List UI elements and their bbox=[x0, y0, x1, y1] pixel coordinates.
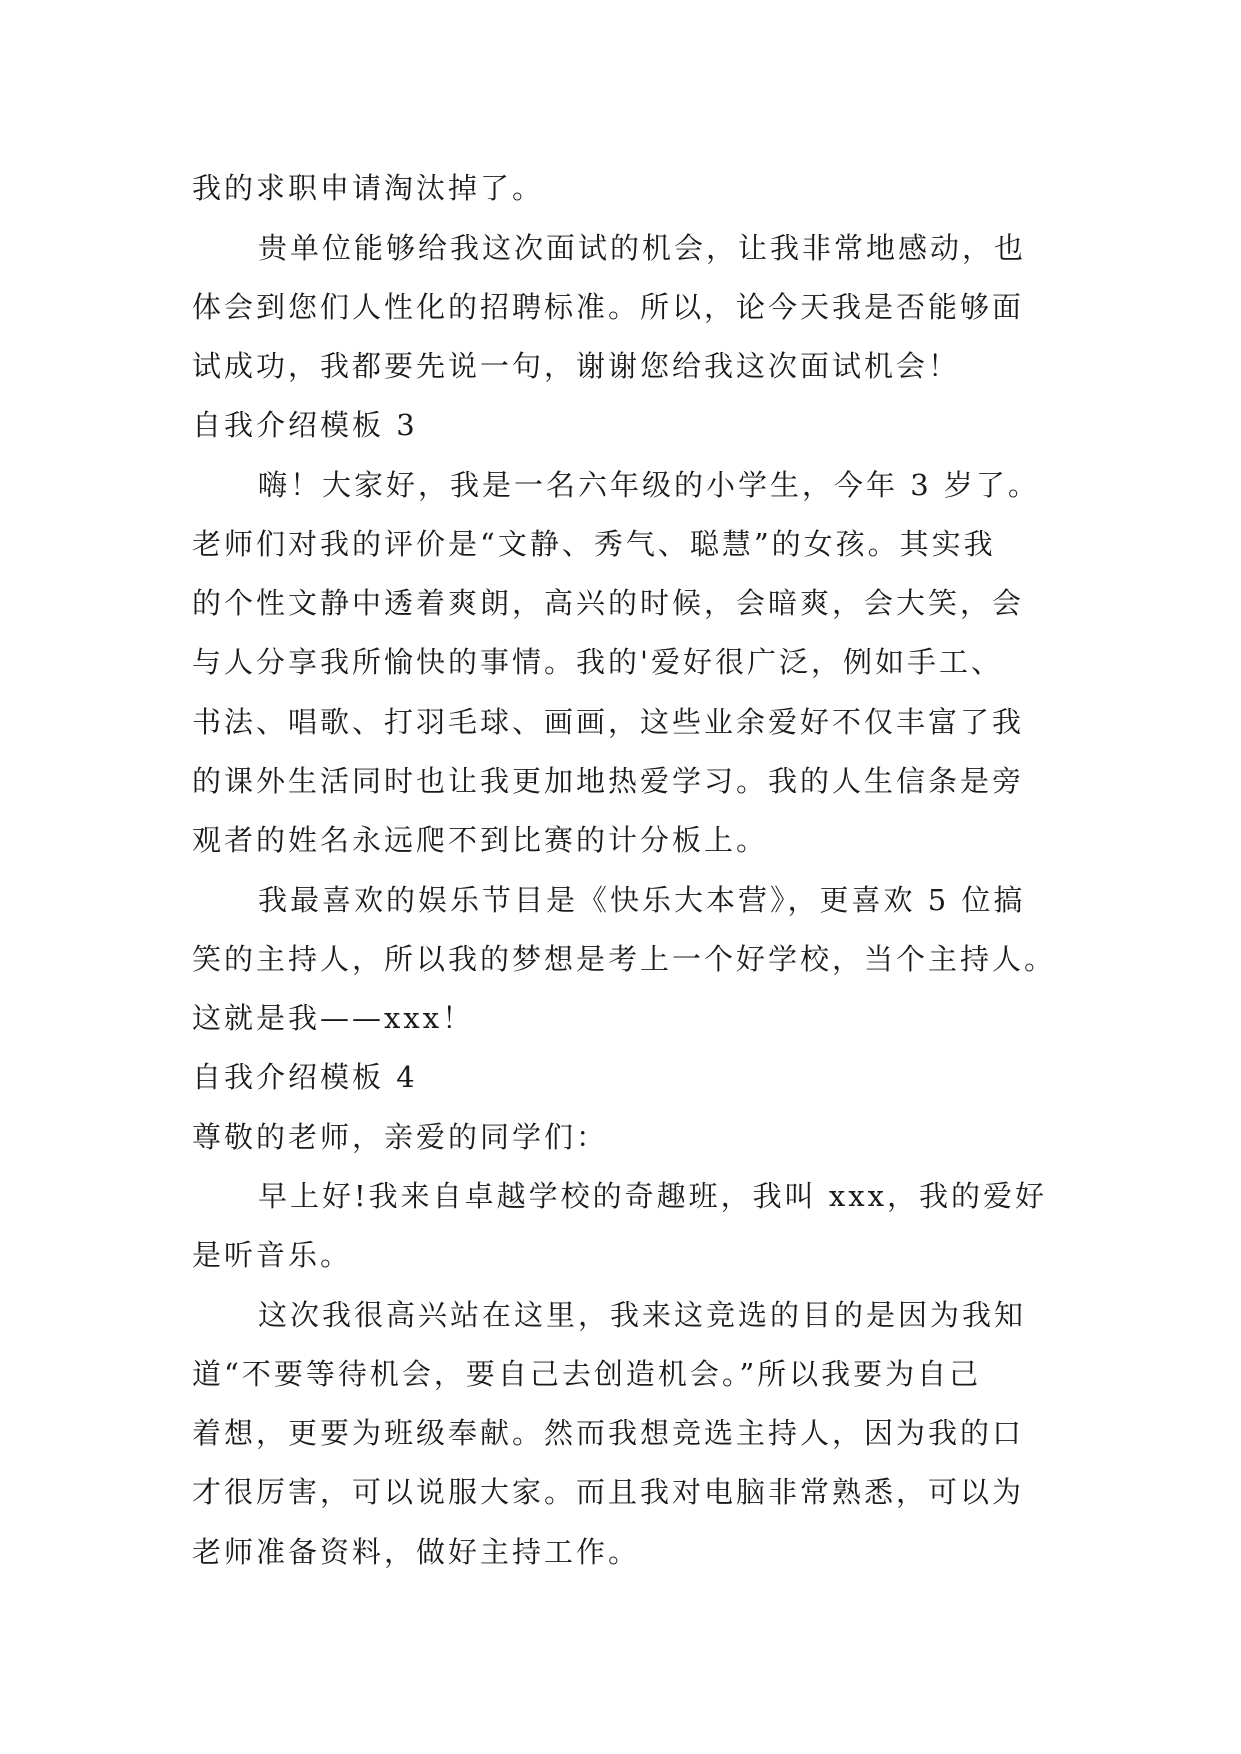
text-line: 老师们对我的评价是“文静、秀气、聪慧”的女孩。其实我 bbox=[192, 527, 996, 561]
text-line: 嗨！大家好，我是一名六年级的小学生，今年 3 岁了。 bbox=[258, 468, 1040, 502]
text-line: 尊敬的老师，亲爱的同学们： bbox=[192, 1120, 609, 1154]
text-line: 道“不要等待机会，要自己去创造机会。”所以我要为自己 bbox=[192, 1357, 982, 1391]
text-line: 我的求职申请淘汰掉了。 bbox=[192, 171, 545, 205]
text-line: 的课外生活同时也让我更加地热爱学习。我的人生信条是旁 bbox=[192, 764, 1025, 798]
text-line: 观者的姓名永远爬不到比赛的计分板上。 bbox=[192, 823, 769, 857]
text-line: 早上好!我来自卓越学校的奇趣班，我叫 xxx，我的爱好 bbox=[258, 1179, 1047, 1213]
text-line: 这次我很高兴站在这里，我来这竞选的目的是因为我知 bbox=[258, 1298, 1027, 1332]
text-line: 体会到您们人性化的招聘标准。所以，论今天我是否能够面 bbox=[192, 290, 1025, 324]
text-line: 的个性文静中透着爽朗，高兴的时候，会暗爽，会大笑，会 bbox=[192, 586, 1025, 620]
text-line: 才很厉害，可以说服大家。而且我对电脑非常熟悉，可以为 bbox=[192, 1475, 1025, 1509]
text-line: 与人分享我所愉快的事情。我的'爱好很广泛，例如手工、 bbox=[192, 645, 1003, 679]
text-line: 我最喜欢的娱乐节目是《快乐大本营》，更喜欢 5 位搞 bbox=[258, 883, 1026, 917]
text-line: 试成功，我都要先说一句，谢谢您给我这次面试机会！ bbox=[192, 349, 961, 383]
text-line: 笑的主持人，所以我的梦想是考上一个好学校，当个主持人。 bbox=[192, 942, 1057, 976]
text-line: 是听音乐。 bbox=[192, 1238, 353, 1272]
text-line: 这就是我——xxx！ bbox=[192, 1001, 475, 1035]
section-heading: 自我介绍模板 3 bbox=[192, 408, 418, 442]
text-line: 书法、唱歌、打羽毛球、画画，这些业余爱好不仅丰富了我 bbox=[192, 705, 1025, 739]
text-line: 贵单位能够给我这次面试的机会，让我非常地感动，也 bbox=[258, 231, 1027, 265]
text-line: 着想，更要为班级奉献。然而我想竞选主持人，因为我的口 bbox=[192, 1416, 1025, 1450]
text-line: 老师准备资料，做好主持工作。 bbox=[192, 1535, 641, 1569]
section-heading: 自我介绍模板 4 bbox=[192, 1060, 418, 1094]
